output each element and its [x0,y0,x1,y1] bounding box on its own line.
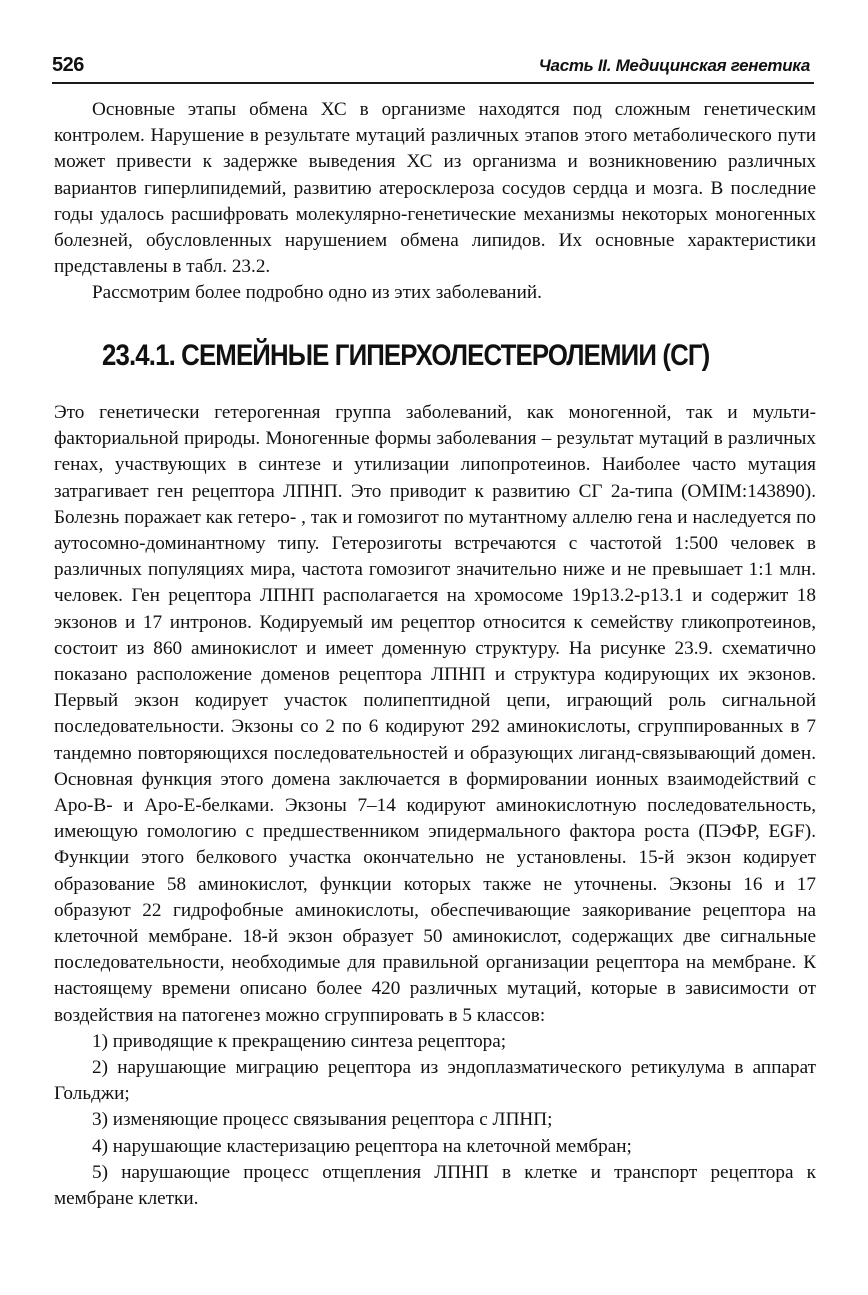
page-number: 526 [52,54,84,76]
list-item: 4) нарушающие кластеризацию рецептора на клеточной мембран; [92,1135,632,1157]
intro-paragraph: Основные этапы обмена ХС в организме находятся под сложным генетическим контролем. Нарушение в результате мутаций различных этапов этого метаболического пути может привести к задержке выведения ХС из организма и возникновению различных вариантов гиперлипидемий, развитию атеросклероза сосудов сердца и мозга. В последние годы удалось расшифровать молекулярно-генетические механизмы некоторых моногенных болезней, обусловленных нарушением обмена липидов. Их основные характеристики представлены в табл. 23.2. [54,99,816,278]
section-body [54,400,816,1212]
list-item: 2) нарушающие миграцию рецептора из эндоплазматического ретикулума в аппарат Гольджи; [54,1057,816,1105]
mutation-class-list [54,1029,816,1212]
list-item: 3) изменяющие процесс связывания рецептора с ЛПНП; [92,1109,553,1131]
list-item: 5) нарушающие процесс отщепления ЛПНП в клетке и транспорт рецептора к мембране клетки. [54,1161,816,1210]
list-item: 1) приводящие к прекращению синтеза рецептора; [92,1030,507,1052]
running-head: Часть II. Медицинская генетика [538,56,810,75]
intro-text [54,97,816,307]
body-paragraph: Это генетически гетерогенная группа заболеваний, как моногенной, так и мультифакториальной природы. Моногенные формы заболевания – результат мутаций в различных генах, участвующих в синтезе и утилизации липопротеинов. Наиболее часто мутация затрагивает ген рецептора ЛПНП. Это приводит к развитию СГ 2а-типа (OMIM:143890). Болезнь поражает как гетеро- , так и гомозигот по мутантному аллелю гена и наследуется по аутосомно-доминантному типу. Гетерозиготы встречаются с частотой 1:500 человек в различных популяциях мира, частота гомозигот значительно ниже и не превышает 1:1 млн. человек. Ген рецептора ЛПНП располагается на хромосоме 19p13.2-p13.1 и содержит 18 экзонов и 17 интронов. Кодируемый им рецептор относится к семейству гликопротеинов, состоит из 860 аминокислот и имеет доменную структуру. На рисунке 23.9. схематично показано расположение доменов рецептора ЛПНП и структура кодирующих их экзонов. Первый экзон кодирует участок полипептидной цепи, играющий роль сигнальной последовательности. Экзоны со 2 по 6 кодируют 292 аминокислоты, сгруппированных в 7 тандемно повторяющихся последовательностей и образующих лиганд-связывающий домен. Основная функция этого домена заключается в формировании ионных взаимодействий с Аро-В- и Аро-Е-белками. Экзоны 7–14 кодируют аминокислотную последовательность, имеющую гомологию с предшественником эпидермального фактора роста (ПЭФР, EGF). Функции этого белкового участка окончательно не установлены. 15-й экзон кодирует образование 58 аминокислот, функции которых также не уточнены. Экзоны 16 и 17 образуют 22 гидрофобные аминокислоты, обеспечивающие заякоривание рецептора на клеточной мембране. 18-й экзон образует 50 аминокислот, содержащих две сигнальные последовательности, необходимые для правильной организации рецептора на мембране. К настоящему времени описано более 420 различных мутаций, которые в зависимости от воздействия на патогенез можно сгруппировать в 5 классов: [54,402,816,1026]
section-heading: 23.4.1. СЕМЕЙНЫЕ ГИПЕРХОЛЕСТЕРОЛЕМИИ (СГ) [102,339,710,372]
page-header [52,52,814,84]
intro-paragraph: Рассмотрим более подробно одно из этих заболеваний. [92,282,542,304]
